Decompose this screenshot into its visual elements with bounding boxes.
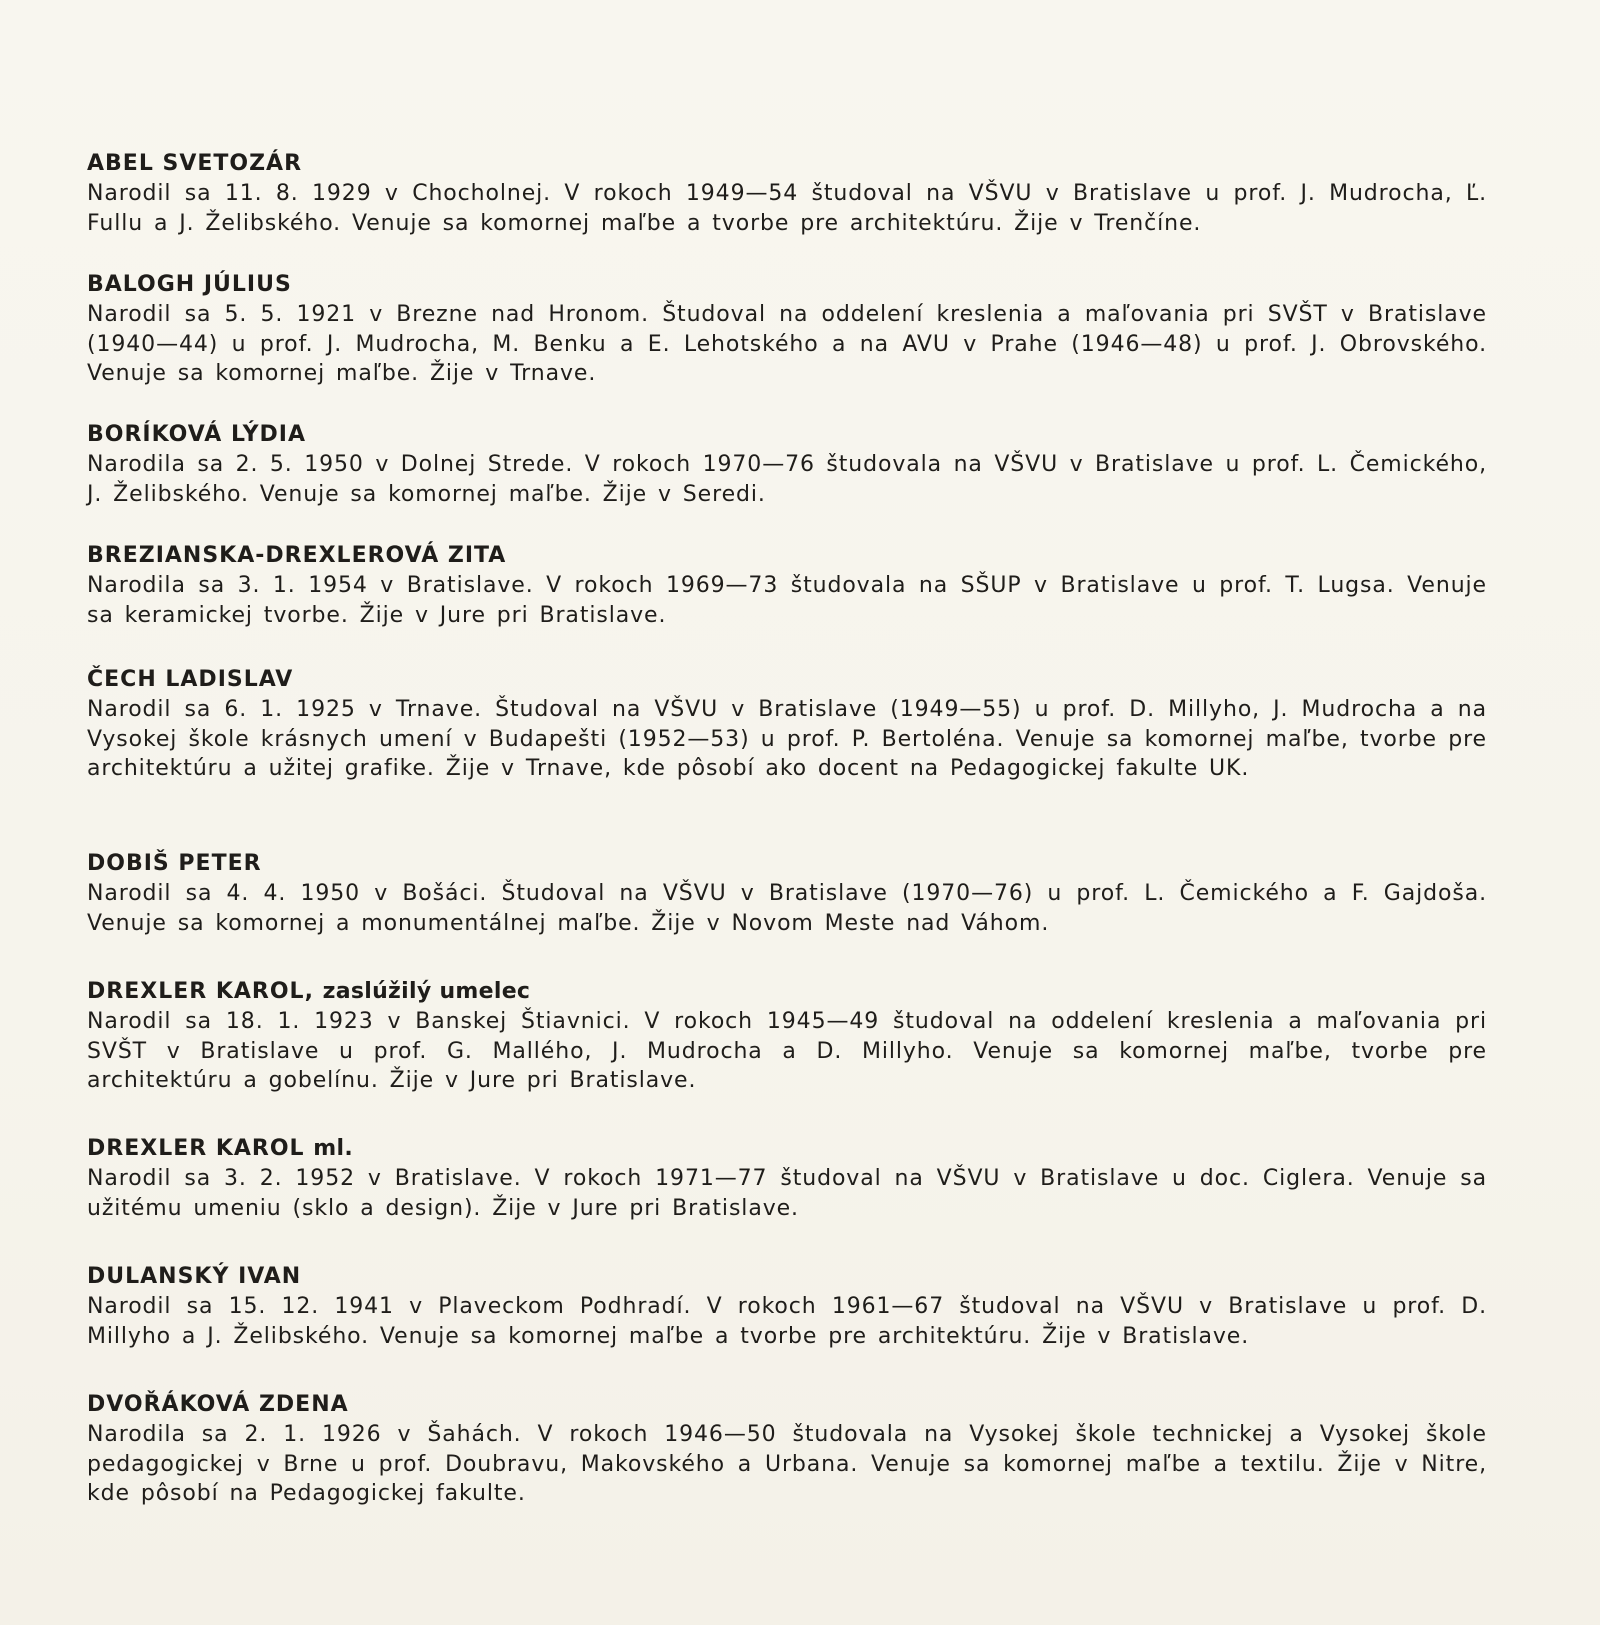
artist-entry-balogh <box>87 272 1487 389</box>
artist-name: DVOŘÁKOVÁ ZDENA <box>87 1392 349 1417</box>
artist-entry-dvorakova <box>87 1392 1487 1509</box>
artist-entry-drexler-karol-ml <box>87 1136 1487 1223</box>
artist-biography: Narodila sa 2. 5. 1950 v Dolnej Strede. V rokoch 1970—76 študovala na VŠVU v Bratislave u prof. L. Čemického, J. Želibského. Venuje sa komornej maľbe. Žije v Seredi. <box>87 452 1487 507</box>
artist-name: ČECH LADISLAV <box>87 667 294 692</box>
artist-name-main: DREXLER KAROL, <box>87 979 314 1004</box>
artist-entry-abel <box>87 151 1487 238</box>
artist-biography: Narodil sa 15. 12. 1941 v Plaveckom Podhradí. V rokoch 1961—67 študoval na VŠVU v Bratislave u prof. D. Millyho a J. Želibského. Venuje sa komornej maľbe a tvorbe pre architektúru. Žije v Bratislave. <box>87 1294 1487 1349</box>
artist-biography: Narodil sa 4. 4. 1950 v Bošáci. Študoval na VŠVU v Bratislave (1970—76) u prof. L. Čemického a F. Gajdoša. Venuje sa komornej a monumentálnej maľbe. Žije v Novom Meste nad Váhom. <box>87 881 1487 936</box>
artist-name: DOBIŠ PETER <box>87 851 262 876</box>
artist-biography: Narodila sa 3. 1. 1954 v Bratislave. V rokoch 1969—73 študovala na SŠUP v Bratislave u prof. T. Lugsa. Venuje sa keramickej tvorbe. Žije v Jure pri Bratislave. <box>87 573 1487 628</box>
artist-entry-brezianska <box>87 543 1487 630</box>
artist-name: ABEL SVETOZÁR <box>87 151 303 176</box>
artist-biography: Narodil sa 11. 8. 1929 v Chocholnej. V rokoch 1949—54 študoval na VŠVU v Bratislave u prof. J. Mudrocha, Ľ. Fullu a J. Želibského. Venuje sa komornej maľbe a tvorbe pre architektúru. Žije v Trenčíne. <box>87 181 1487 236</box>
artist-title-suffix: zaslúžilý umelec <box>322 979 531 1004</box>
artist-title-suffix: ml. <box>313 1136 353 1161</box>
artist-name <box>87 979 1487 1007</box>
artist-entry-borikova <box>87 422 1487 509</box>
artist-entry-dobis <box>87 851 1487 938</box>
artist-name: BREZIANSKA-DREXLEROVÁ ZITA <box>87 543 507 568</box>
artist-biography: Narodila sa 2. 1. 1926 v Šahách. V rokoch 1946—50 študovala na Vysokej škole technickej a Vysokej škole pedagogickej v Brne u prof. Doubravu, Makovského a Urbana. Venuje sa komornej maľbe a textilu. Žije v Nitre, kde pôsobí na Pedagogickej fakulte. <box>87 1422 1487 1506</box>
artist-entry-dulansky <box>87 1264 1487 1351</box>
artist-biography: Narodil sa 5. 5. 1921 v Brezne nad Hronom. Študoval na oddelení kreslenia a maľovania pri SVŠT v Bratislave (1940—44) u prof. J. Mudrocha, M. Benku a E. Lehotského a na AVU v Prahe (1946—48) u prof. J. Obrovského. Venuje sa komornej maľbe. Žije v Trnave. <box>87 302 1487 386</box>
artist-name: BALOGH JÚLIUS <box>87 272 292 297</box>
artist-name: DULANSKÝ IVAN <box>87 1264 302 1289</box>
artist-entry-drexler-karol <box>87 979 1487 1096</box>
artist-biography: Narodil sa 6. 1. 1925 v Trnave. Študoval na VŠVU v Bratislave (1949—55) u prof. D. Millyho, J. Mudrocha a na Vysokej škole krásnych umení v Budapešti (1952—53) u prof. P. Bertoléna. Venuje sa komornej maľbe, tvorbe pre architektúru a užitej grafike. Žije v Trnave, kde pôsobí ako docent na Pedagogickej fakulte UK. <box>87 697 1487 781</box>
artist-entry-cech <box>87 667 1487 784</box>
artist-name: BORÍKOVÁ LÝDIA <box>87 422 306 447</box>
artist-name <box>87 1136 1487 1164</box>
artist-biography: Narodil sa 18. 1. 1923 v Banskej Štiavnici. V rokoch 1945—49 študoval na oddelení kreslenia a maľovania pri SVŠT v Bratislave u prof. G. Mallého, J. Mudrocha a D. Millyho. Venuje sa komornej maľbe, tvorbe pre architektúru a gobelínu. Žije v Jure pri Bratislave. <box>87 1009 1487 1093</box>
artist-name-main: DREXLER KAROL <box>87 1136 305 1161</box>
artist-biography: Narodil sa 3. 2. 1952 v Bratislave. V rokoch 1971—77 študoval na VŠVU v Bratislave u doc. Ciglera. Venuje sa užitému umeniu (sklo a design). Žije v Jure pri Bratislave. <box>87 1166 1487 1221</box>
